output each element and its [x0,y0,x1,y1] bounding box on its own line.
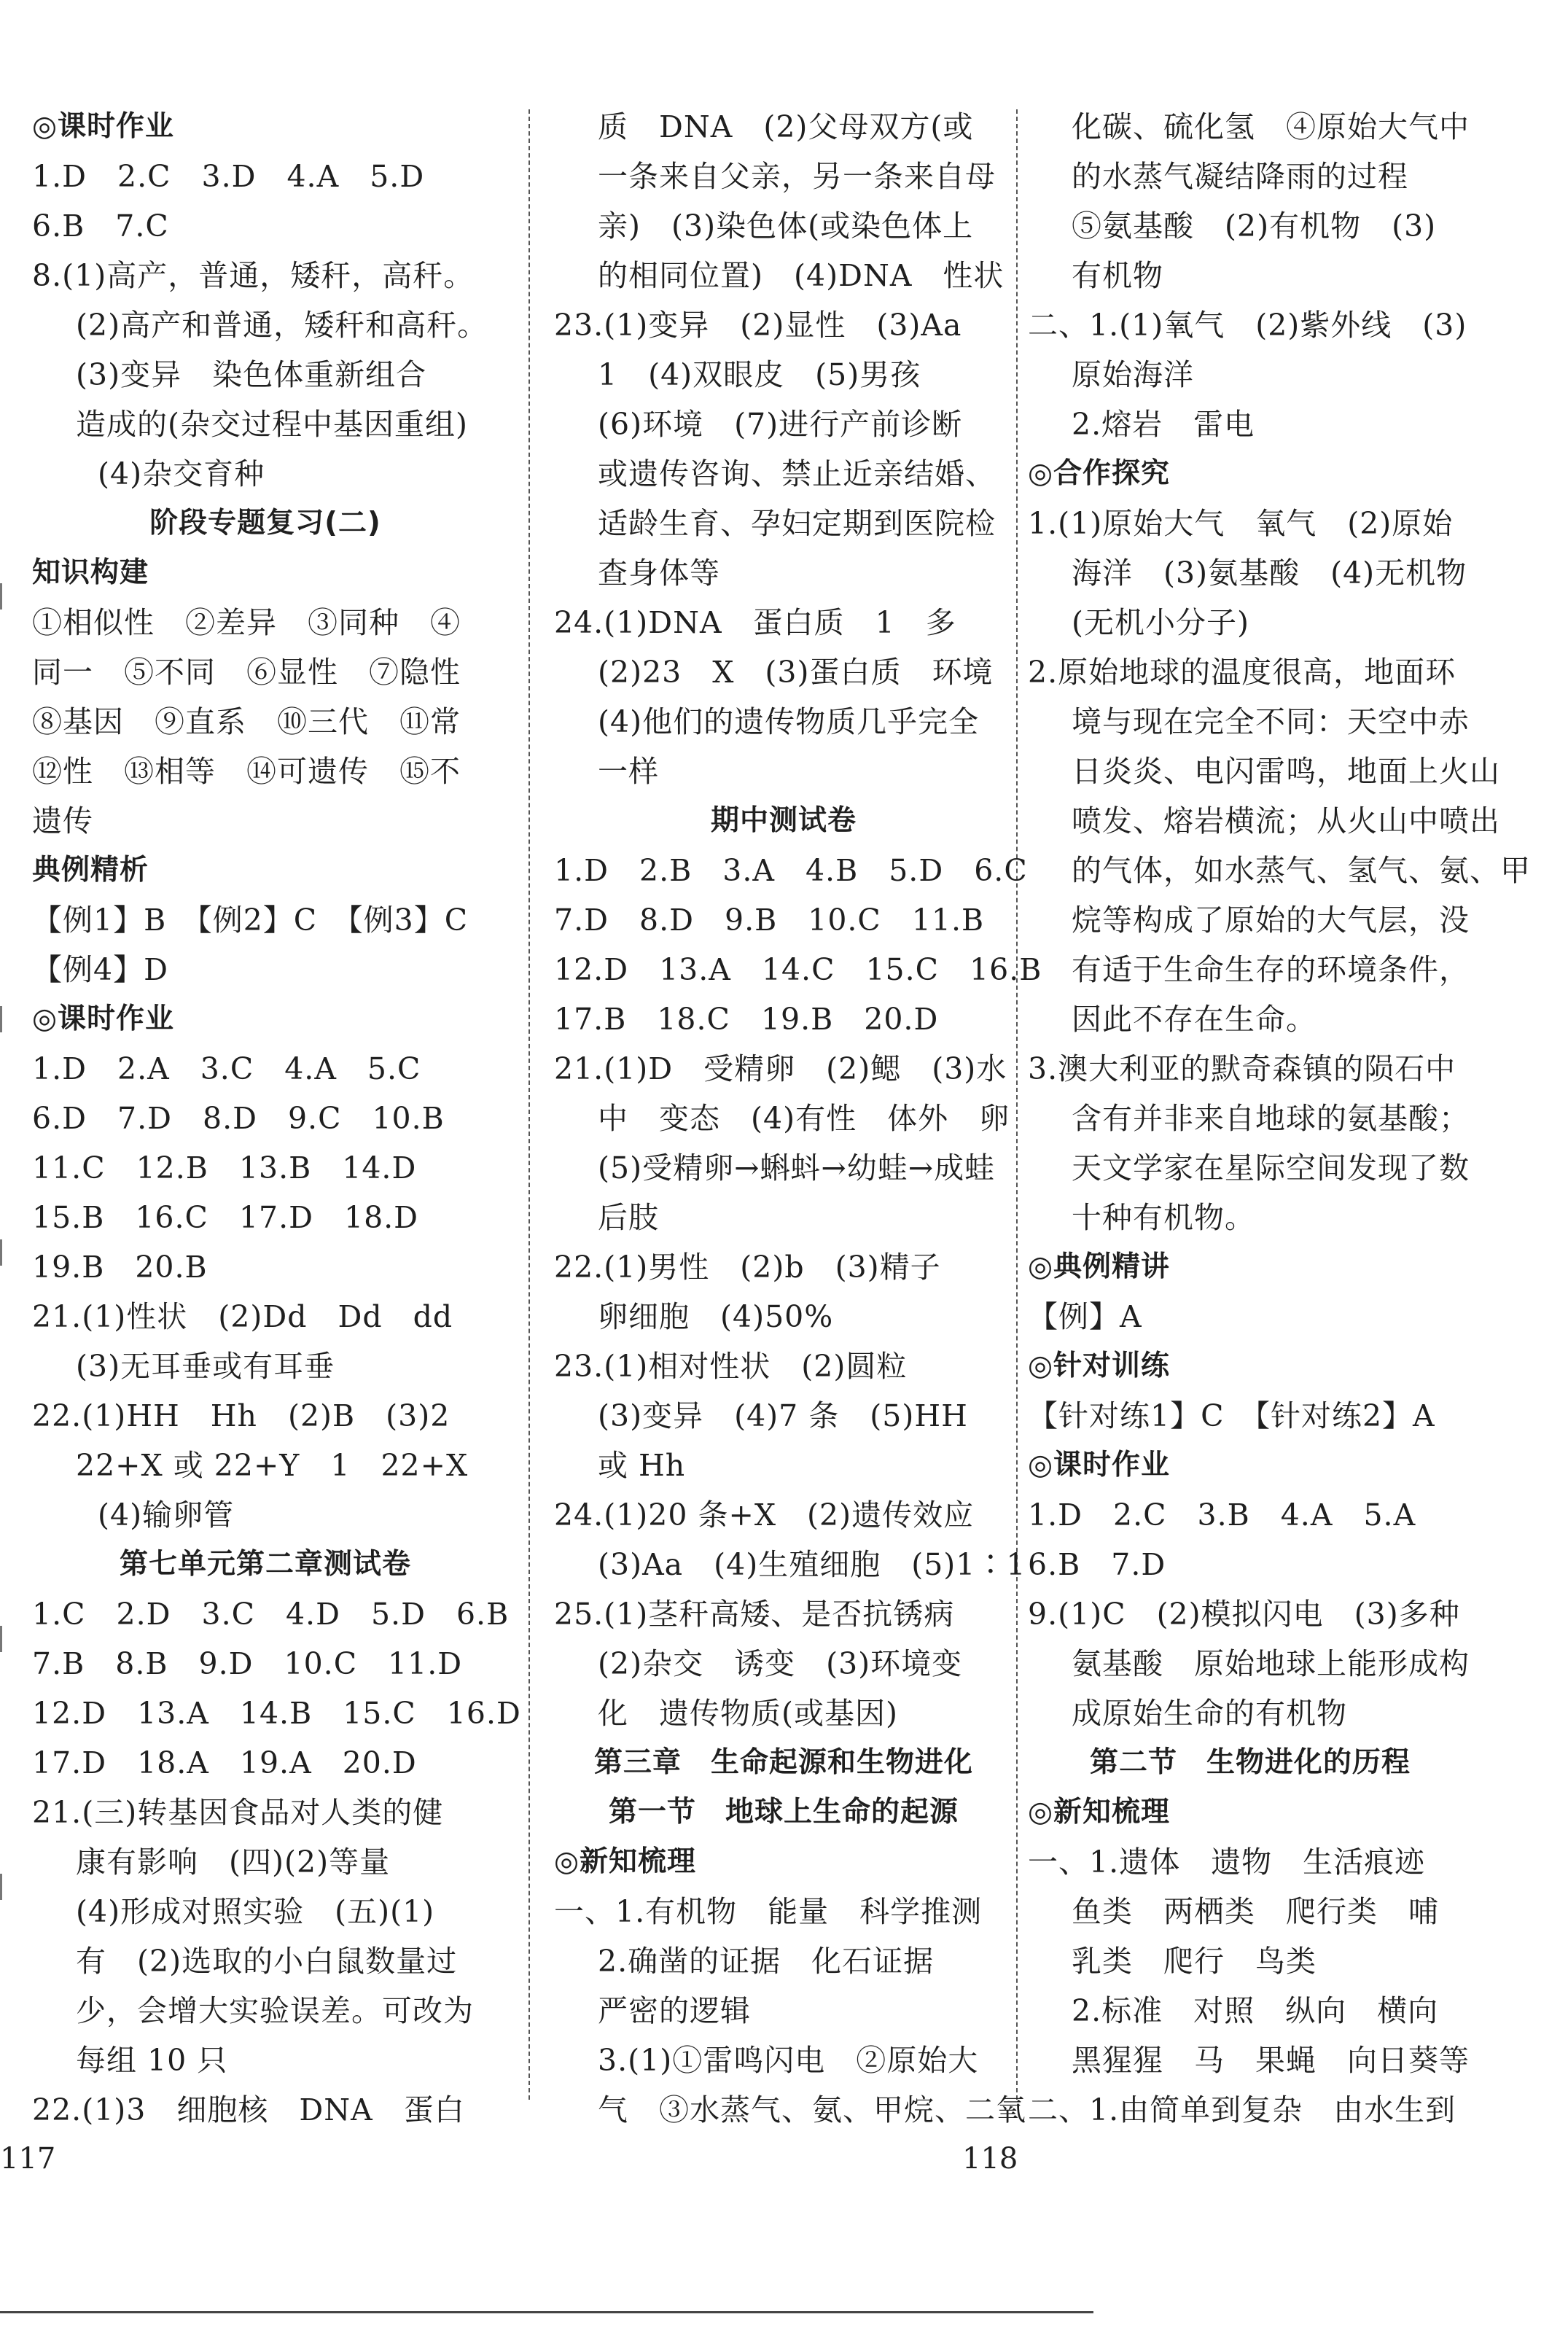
answer-line: 造成的(杂交过程中基因重组) [76,407,468,442]
answer-line: 天文学家在星际空间发现了数 [1072,1150,1470,1185]
answer-line: 1.C 2.D 3.C 4.D 5.D 6.B [32,1597,510,1632]
binding-edge-mark [0,1239,12,1266]
answer-line: 【针对练1】C 【针对练2】A [1028,1398,1435,1433]
column-divider-right [1016,109,1018,2100]
section-heading: 第一节 地球上生命的起源 [608,1796,959,1829]
answer-line: 11.C 12.B 13.B 14.D [32,1150,417,1185]
answer-line: 一、1.遗体 遗物 生活痕迹 [1028,1845,1426,1880]
binding-edge-mark [0,583,12,610]
answer-line: 卵细胞 (4)50% [598,1299,834,1334]
answer-line: 二、1.(1)氧气 (2)紫外线 (3) [1028,308,1467,343]
answer-line: 15.B 16.C 17.D 18.D [32,1200,419,1235]
answer-line: 一条来自父亲，另一条来自母 [598,159,996,194]
answer-line: (3)变异 (4)7 条 (5)HH [598,1398,968,1433]
answer-line: (3)变异 染色体重新组合 [76,357,427,392]
answer-line: 康有影响 (四)(2)等量 [76,1845,391,1880]
answer-line: 的水蒸气凝结降雨的过程 [1072,159,1408,194]
answer-line: 原始海洋 [1072,357,1194,392]
bottom-rule [0,2311,1093,2313]
answer-line: (5)受精卵→蝌蚪→幼蛙→成蛙 [598,1150,996,1185]
section-heading: 期中测试卷 [710,804,857,837]
section-heading: 第二节 生物进化的历程 [1089,1746,1411,1779]
answer-line: 或遗传咨询、禁止近亲结婚、 [598,456,996,491]
answer-line: 质 DNA (2)父母双方(或 [598,109,974,144]
answer-line: ⑧基因 ⑨直系 ⑩三代 ⑪常 [32,704,461,739]
section-heading: 阶段专题复习(二) [149,507,381,540]
answer-line: 1 (4)双眼皮 (5)男孩 [598,357,921,392]
answer-line: 6.B 7.D [1028,1547,1166,1582]
answer-line: 或 Hh [598,1448,686,1483]
answer-line: 17.B 18.C 19.B 20.D [554,1002,939,1037]
binding-edge-mark [0,1006,12,1032]
answer-line: 1.D 2.C 3.D 4.A 5.D [32,159,425,194]
section-heading: ◎课时作业 [32,110,175,143]
answer-line: 12.D 13.A 14.B 15.C 16.D [32,1696,521,1731]
section-heading: ◎针对训练 [1028,1350,1171,1382]
answer-line: (2)23 X (3)蛋白质 环境 [598,655,994,690]
answer-line: 2.原始地球的温度很高，地面环 [1028,655,1456,690]
answer-line: 23.(1)相对性状 (2)圆粒 [554,1349,908,1384]
section-heading: 典例精析 [32,854,149,887]
binding-edge-mark [0,1874,12,1900]
section-heading: ◎合作探究 [1028,457,1171,490]
answer-line: 成原始生命的有机物 [1072,1696,1347,1731]
answer-line: 9.(1)C (2)模拟闪电 (3)多种 [1028,1597,1460,1632]
answer-line: (2)高产和普通，矮秆和高秆。 [76,308,488,343]
answer-line: (4)形成对照实验 (五)(1) [76,1894,435,1929]
answer-column-middle [554,102,1042,2135]
section-heading: 第三章 生命起源和生物进化 [593,1746,973,1779]
section-heading: ◎新知梳理 [554,1845,697,1878]
answer-line: 亲) (3)染色体(或染色体上 [598,209,974,244]
answer-line: 的相同位置) (4)DNA 性状 [598,258,1005,293]
answer-line: 一样 [598,754,659,789]
binding-edge-mark [0,1626,12,1652]
answer-line: (3)Aa (4)生殖细胞 (5)1∶1 [598,1547,1026,1582]
answer-column-right [1028,102,1531,2135]
answer-line: 气 ③水蒸气、氨、甲烷、二氧 [598,2092,1026,2127]
answer-line: 【例4】D [32,952,168,987]
answer-line: 22+X 或 22+Y 1 22+X [76,1448,469,1483]
answer-line: 中 变态 (4)有性 体外 卵 [598,1101,1010,1136]
answer-line: 24.(1)20 条+X (2)遗传效应 [554,1498,975,1533]
answer-line: 6.B 7.C [32,209,169,244]
section-heading: 知识构建 [32,556,149,589]
answer-line: 同一 ⑤不同 ⑥显性 ⑦隐性 [32,655,461,690]
answer-line: 海洋 (3)氨基酸 (4)无机物 [1072,556,1467,591]
answer-line: ①相似性 ②差异 ③同种 ④ [32,605,461,640]
answer-line: 后肢 [598,1200,659,1235]
section-heading: ◎典例精讲 [1028,1250,1171,1283]
section-heading: ◎新知梳理 [1028,1796,1171,1829]
answer-line: 烷等构成了原始的大气层，没 [1072,903,1470,938]
section-heading: ◎课时作业 [1028,1449,1171,1481]
answer-line: 2.标准 对照 纵向 横向 [1072,1993,1439,2028]
answer-line: 有机物 [1072,258,1163,293]
answer-line: 鱼类 两栖类 爬行类 哺 [1072,1894,1439,1929]
answer-line: 查身体等 [598,556,720,591]
answer-line: 21.(1)D 受精卵 (2)鳃 (3)水 [554,1051,1007,1086]
answer-line: 24.(1)DNA 蛋白质 1 多 [554,605,956,640]
answer-line: 1.(1)原始大气 氧气 (2)原始 [1028,506,1454,541]
answer-line: 25.(1)茎秆高矮、是否抗锈病 [554,1597,955,1632]
answer-line: (无机小分子) [1072,605,1249,640]
answer-line: 每组 10 只 [76,2043,228,2078]
section-heading: ◎课时作业 [32,1002,175,1035]
answer-line: 严密的逻辑 [598,1993,751,2028]
answer-line: 日炎炎、电闪雷鸣，地面上火山 [1072,754,1500,789]
answer-line: 有 (2)选取的小白鼠数量过 [76,1944,458,1979]
answer-line: 含有并非来自地球的氨基酸； [1072,1101,1470,1136]
answer-line: (4)输卵管 [98,1498,235,1533]
answer-line: 【例1】B 【例2】C 【例3】C [32,903,469,938]
answer-line: 7.D 8.D 9.B 10.C 11.B [554,903,985,938]
answer-line: 喷发、熔岩横流；从火山中喷出 [1072,803,1500,838]
column-divider-left [528,109,530,2100]
answer-line: 的气体，如水蒸气、氢气、氨、甲 [1072,853,1531,888]
answer-line: ⑫性 ⑬相等 ⑭可遗传 ⑮不 [32,754,461,789]
answer-line: 一、1.有机物 能量 科学推测 [554,1894,983,1929]
answer-line: (3)无耳垂或有耳垂 [76,1349,335,1384]
answer-line: 1.D 2.C 3.B 4.A 5.A [1028,1498,1416,1533]
answer-line: 有适于生命生存的环境条件， [1072,952,1470,987]
answer-line: 8.(1)高产，普通，矮秆，高秆。 [32,258,475,293]
answer-line: 2.确凿的证据 化石证据 [598,1944,935,1979]
answer-line: 适龄生育、孕妇定期到医院检 [598,506,996,541]
answer-line: 1.D 2.A 3.C 4.A 5.C [32,1051,421,1086]
answer-line: (4)他们的遗传物质几乎完全 [598,704,980,739]
answer-line: 遗传 [32,803,93,838]
answer-line: 6.D 7.D 8.D 9.C 10.B [32,1101,445,1136]
answer-line: 氨基酸 原始地球上能形成构 [1072,1646,1470,1681]
answer-line: ⑤氨基酸 (2)有机物 (3) [1072,209,1437,244]
answer-line: 23.(1)变异 (2)显性 (3)Aa [554,308,962,343]
answer-line: 化 遗传物质(或基因) [598,1696,898,1731]
answer-line: 黑猩猩 马 果蝇 向日葵等 [1072,2043,1470,2078]
answer-line: 3.澳大利亚的默奇森镇的陨石中 [1028,1051,1456,1086]
answer-line: 7.B 8.B 9.D 10.C 11.D [32,1646,463,1681]
answer-line: 化碳、硫化氢 ④原始大气中 [1072,109,1470,144]
answer-line: 【例】A [1028,1299,1142,1334]
answer-line: 二、1.由简单到复杂 由水生到 [1028,2092,1456,2127]
answer-line: 22.(1)HH Hh (2)B (3)2 [32,1398,450,1433]
answer-line: 17.D 18.A 19.A 20.D [32,1745,417,1780]
answer-line: 少，会增大实验误差。可改为 [76,1993,474,2028]
answer-line: 22.(1)男性 (2)b (3)精子 [554,1250,941,1285]
answer-line: 3.(1)①雷鸣闪电 ②原始大 [598,2043,979,2078]
answer-line: (4)杂交育种 [98,456,265,491]
section-heading: 第七单元第二章测试卷 [119,1548,411,1581]
answer-line: (2)杂交 诱变 (3)环境变 [598,1646,963,1681]
page-number-right: 118 [962,2142,1018,2176]
answer-line: (6)环境 (7)进行产前诊断 [598,407,963,442]
answer-line: 2.熔岩 雷电 [1072,407,1255,442]
answer-line: 22.(1)3 细胞核 DNA 蛋白 [32,2092,465,2127]
page-number-left: 117 [0,2142,56,2176]
answer-column-left [32,102,521,2135]
answer-line: 十种有机物。 [1072,1200,1255,1235]
answer-line: 境与现在完全不同：天空中赤 [1072,704,1470,739]
answer-line: 因此不存在生命。 [1072,1002,1317,1037]
answer-line: 21.(1)性状 (2)Dd Dd dd [32,1299,453,1334]
answer-line: 12.D 13.A 14.C 15.C 16.B [554,952,1042,987]
answer-line: 乳类 爬行 鸟类 [1072,1944,1317,1979]
answer-line: 19.B 20.B [32,1250,208,1285]
answer-line: 1.D 2.B 3.A 4.B 5.D 6.C [554,853,1028,888]
answer-line: 21.(三)转基因食品对人类的健 [32,1795,444,1830]
